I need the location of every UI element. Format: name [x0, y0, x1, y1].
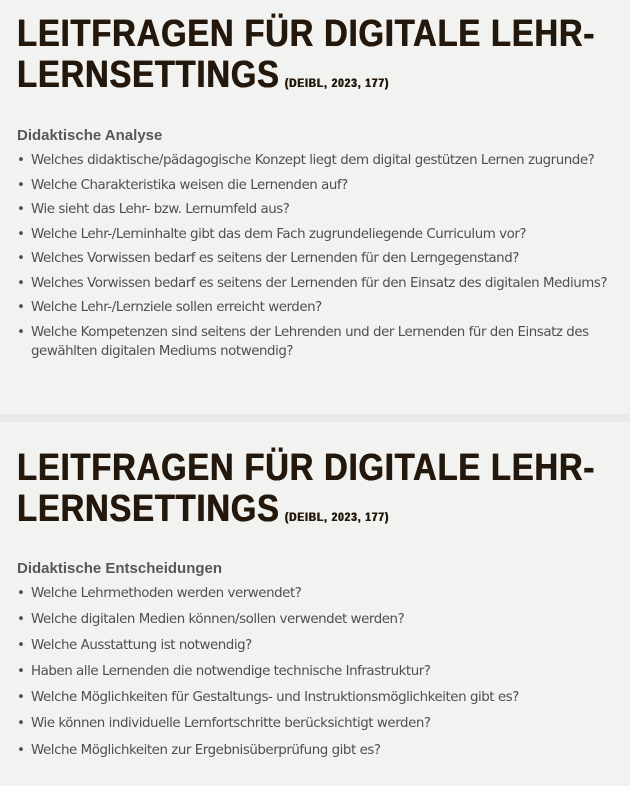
title-line-2 — [17, 55, 619, 105]
list-item: • Welche Möglichkeiten für Gestaltungs- und Instruktionsmöglichkeiten gibt es? — [17, 688, 624, 708]
list-item: • Haben alle Lernenden die notwendige technische Infrastruktur? — [17, 662, 624, 682]
list-item: • Welche Charakteristika weisen die Lernenden auf? — [17, 176, 624, 196]
title-line-2-text: LERNSETTINGS — [17, 488, 280, 530]
title-line-1: LEITFRAGEN FÜR DIGITALE LEHR- — [17, 447, 596, 489]
list-item: • Welche Kompetenzen sind seitens der Lehrenden und der Lernenden für den Einsatz des gewählten digitalen Mediums notwendig? — [17, 323, 624, 362]
slide-didaktische-entscheidungen — [0, 422, 630, 786]
list-item: • Welches didaktische/pädagogische Konzept liegt dem digital gestützen Lernen zugrunde? — [17, 151, 624, 171]
section-heading: Didaktische Entscheidungen — [17, 560, 223, 577]
question-list — [17, 584, 624, 760]
list-item: • Welches Vorwissen bedarf es seitens der Lernenden für den Lerngegenstand? — [17, 249, 624, 269]
title-line-2-text: LERNSETTINGS — [17, 54, 280, 96]
list-item: • Welche digitalen Medien können/sollen verwendet werden? — [17, 610, 624, 630]
section-heading: Didaktische Analyse — [17, 127, 163, 144]
list-item: • Wie sieht das Lehr- bzw. Lernumfeld aus? — [17, 200, 624, 220]
list-item: • Welches Vorwissen bedarf es seitens der Lernenden für den Einsatz des digitalen Mediums? — [17, 274, 624, 294]
list-item: • Welche Ausstattung ist notwendig? — [17, 636, 624, 656]
citation: (DEIBL, 2023, 177) — [284, 512, 390, 524]
question-list — [17, 151, 624, 362]
slide-title — [17, 0, 619, 105]
title-line-1: LEITFRAGEN FÜR DIGITALE LEHR- — [17, 13, 596, 55]
list-item: • Welche Lehr-/Lernziele sollen erreicht werden? — [17, 298, 624, 318]
list-item: • Welche Lehr-/Lerninhalte gibt das dem Fach zugrundeliegende Curriculum vor? — [17, 225, 624, 245]
slide-title — [17, 422, 619, 539]
list-item: • Welche Lehrmethoden werden verwendet? — [17, 584, 624, 604]
citation: (DEIBL, 2023, 177) — [284, 78, 390, 90]
title-line-2 — [17, 489, 619, 539]
list-item: • Welche Möglichkeiten zur Ergebnisüberprüfung gibt es? — [17, 741, 624, 761]
list-item: • Wie können individuelle Lernfortschritte berücksichtigt werden? — [17, 714, 624, 734]
